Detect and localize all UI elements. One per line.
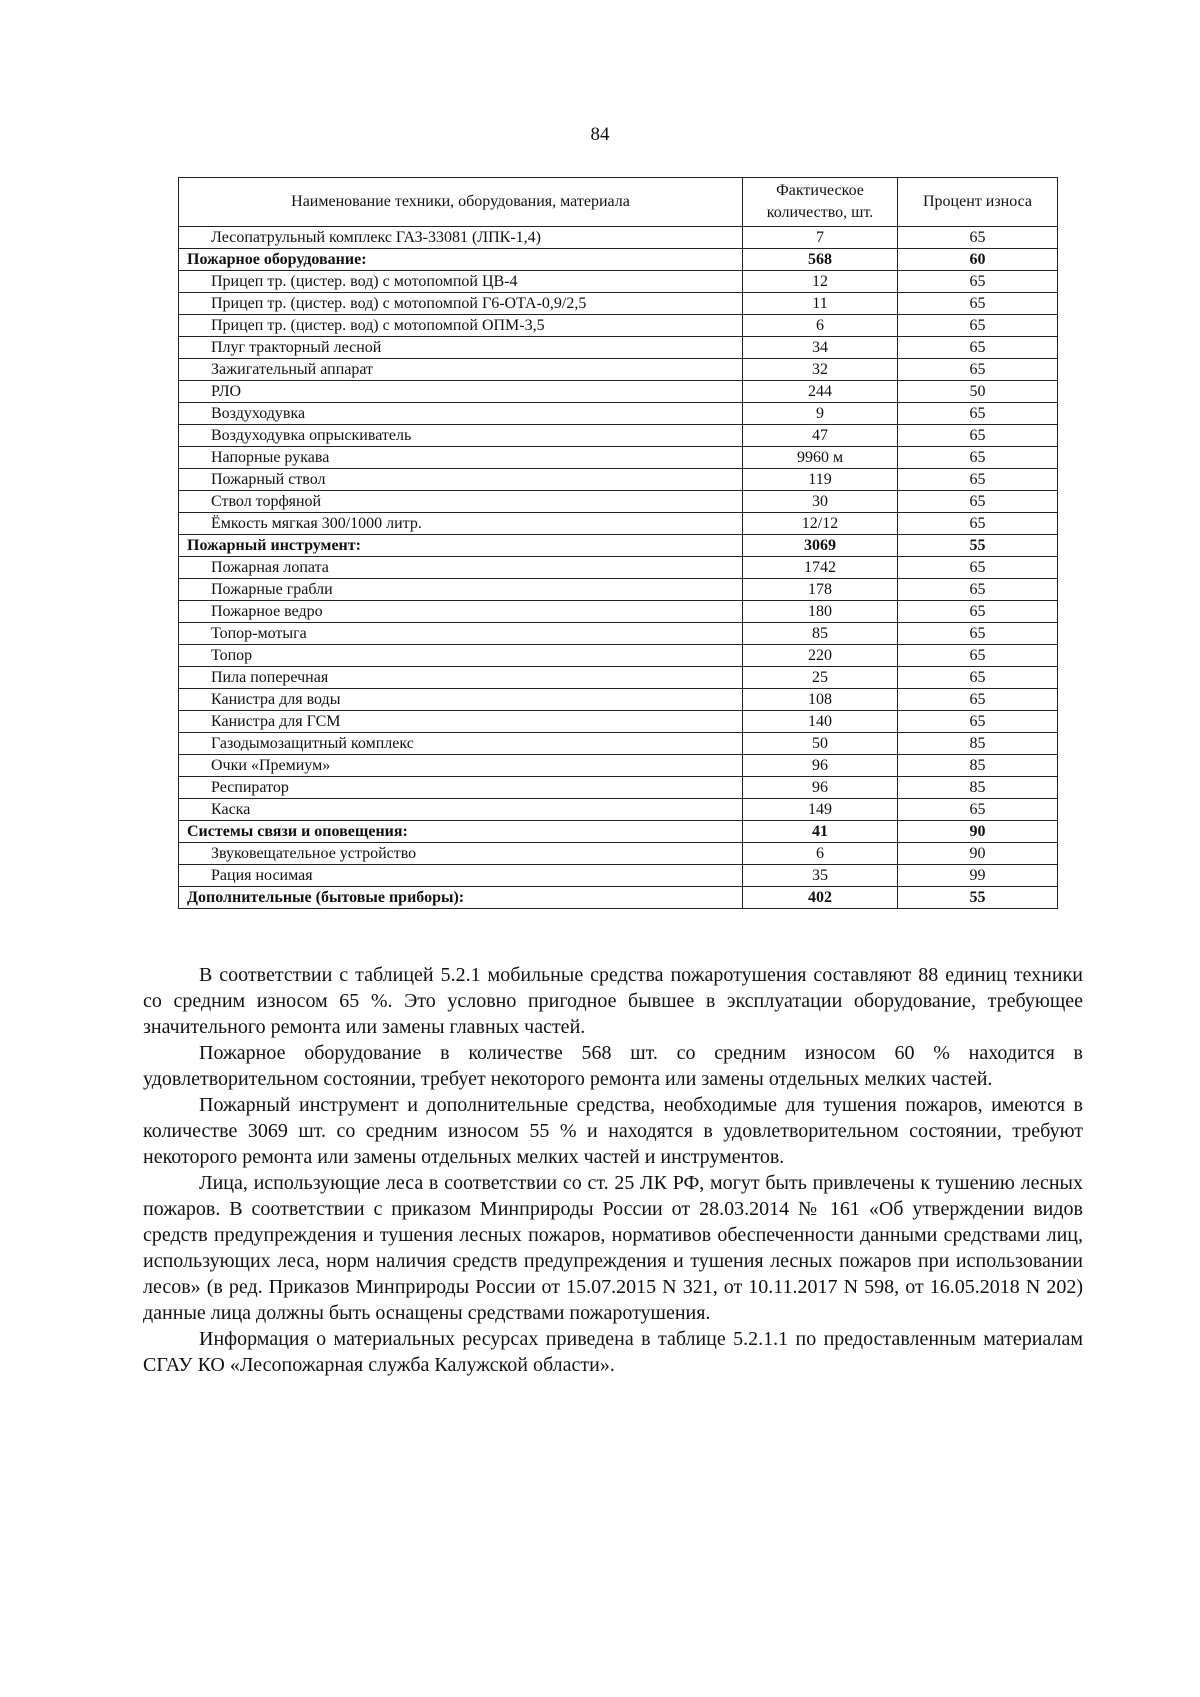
cell-name: Лесопатрульный комплекс ГАЗ-33081 (ЛПК-1,4) [179,227,743,249]
table-row [179,645,1058,667]
cell-wear: 65 [898,293,1058,315]
cell-name: Топор [179,645,743,667]
cell-name: Дополнительные (бытовые приборы): [179,887,743,909]
cell-wear: 90 [898,843,1058,865]
cell-quantity: 178 [743,579,898,601]
cell-quantity: 568 [743,249,898,271]
cell-quantity: 85 [743,623,898,645]
cell-wear: 55 [898,887,1058,909]
cell-name: Пила поперечная [179,667,743,689]
cell-name: Пожарное ведро [179,601,743,623]
cell-name: Воздуходувка опрыскиватель [179,425,743,447]
table-row [179,667,1058,689]
cell-wear: 60 [898,249,1058,271]
table-row [179,843,1058,865]
header-wear: Процент износа [898,178,1058,227]
cell-wear: 65 [898,645,1058,667]
table-row [179,579,1058,601]
table-row [179,799,1058,821]
table-row [179,777,1058,799]
cell-name: Очки «Премиум» [179,755,743,777]
cell-wear: 50 [898,381,1058,403]
table-section-row [179,249,1058,271]
table-row [179,689,1058,711]
cell-quantity: 11 [743,293,898,315]
table-row [179,755,1058,777]
cell-name: Прицеп тр. (цистер. вод) с мотопомпой ОПМ-3,5 [179,315,743,337]
table-body [179,227,1058,909]
cell-quantity: 402 [743,887,898,909]
cell-wear: 85 [898,733,1058,755]
cell-quantity: 25 [743,667,898,689]
cell-wear: 65 [898,667,1058,689]
cell-name: Газодымозащитный комплекс [179,733,743,755]
cell-name: Звуковещательное устройство [179,843,743,865]
cell-quantity: 180 [743,601,898,623]
table-row [179,557,1058,579]
cell-name: Пожарные грабли [179,579,743,601]
cell-wear: 65 [898,579,1058,601]
cell-name: Системы связи и оповещения: [179,821,743,843]
paragraph: Пожарное оборудование в количестве 568 шт. со средним износом 60 % находится в удовлетворительном состоянии, требует некоторого ремонта или замены отдельных мелких частей. [143,1042,1083,1090]
cell-wear: 65 [898,469,1058,491]
cell-wear: 65 [898,447,1058,469]
cell-name: Пожарное оборудование: [179,249,743,271]
cell-quantity: 149 [743,799,898,821]
table-row [179,381,1058,403]
table-row [179,865,1058,887]
cell-quantity: 41 [743,821,898,843]
cell-name: Прицеп тр. (цистер. вод) с мотопомпой ЦВ-4 [179,271,743,293]
cell-quantity: 50 [743,733,898,755]
table-row [179,337,1058,359]
cell-quantity: 12 [743,271,898,293]
paragraph: Пожарный инструмент и дополнительные средства, необходимые для тушения пожаров, имеются в количестве 3069 шт. со средним износом 55 % и находятся в удовлетворительном состоянии, требуют некоторого ремонта или замены отдельных мелких частей и инструментов. [143,1094,1083,1168]
cell-quantity: 32 [743,359,898,381]
table-row [179,513,1058,535]
table-row [179,623,1058,645]
cell-wear: 65 [898,513,1058,535]
paragraph: Лица, использующие леса в соответствии со ст. 25 ЛК РФ, могут быть привлечены к тушению лесных пожаров. В соответствии с приказом Минприроды России от 28.03.2014 № 161 «Об утверждении видов средств предупреждения и тушения лесных пожаров, нормативов обеспеченности данными средствами лиц, использующих леса, норм наличия средств предупреждения и тушения лесных пожаров при использовании лесов» (в ред. Приказов Минприроды России от 15.07.2015 N 321, от 10.11.2017 N 598, от 16.05.2018 N 202) данные лица должны быть оснащены средствами пожаротушения. [143,1172,1083,1324]
cell-wear: 65 [898,359,1058,381]
cell-quantity: 3069 [743,535,898,557]
cell-quantity: 12/12 [743,513,898,535]
table-row [179,711,1058,733]
table-row [179,733,1058,755]
table-section-row [179,821,1058,843]
cell-name: Ствол торфяной [179,491,743,513]
table-row [179,469,1058,491]
cell-wear: 85 [898,777,1058,799]
cell-wear: 55 [898,535,1058,557]
cell-wear: 65 [898,623,1058,645]
cell-quantity: 35 [743,865,898,887]
page-number: 84 [590,124,610,145]
cell-name: Рация носимая [179,865,743,887]
table-row [179,271,1058,293]
cell-name: Пожарный инструмент: [179,535,743,557]
cell-quantity: 47 [743,425,898,447]
paragraph: Информация о материальных ресурсах приведена в таблице 5.2.1.1 по предоставленным материалам СГАУ КО «Лесопожарная служба Калужской области». [143,1328,1083,1376]
cell-quantity: 220 [743,645,898,667]
header-name: Наименование техники, оборудования, материала [179,178,743,227]
cell-name: Напорные рукава [179,447,743,469]
cell-name: Воздуходувка [179,403,743,425]
cell-wear: 85 [898,755,1058,777]
cell-quantity: 30 [743,491,898,513]
body-text [143,962,1083,1378]
cell-wear: 65 [898,337,1058,359]
cell-quantity: 108 [743,689,898,711]
table-row [179,425,1058,447]
cell-quantity: 6 [743,843,898,865]
equipment-table [178,177,1058,909]
paragraph: В соответствии с таблицей 5.2.1 мобильные средства пожаротушения составляют 88 единиц техники со средним износом 65 %. Это условно пригодное бывшее в эксплуатации оборудование, требующее значительного ремонта или замены главных частей. [143,964,1083,1038]
cell-quantity: 6 [743,315,898,337]
cell-quantity: 140 [743,711,898,733]
table-section-row [179,535,1058,557]
cell-quantity: 96 [743,777,898,799]
cell-wear: 65 [898,557,1058,579]
cell-quantity: 9960 м [743,447,898,469]
cell-wear: 90 [898,821,1058,843]
cell-name: Пожарная лопата [179,557,743,579]
table-header-row [179,178,1058,227]
cell-wear: 65 [898,403,1058,425]
cell-name: Каска [179,799,743,821]
cell-wear: 65 [898,689,1058,711]
cell-name: Плуг тракторный лесной [179,337,743,359]
cell-wear: 65 [898,799,1058,821]
cell-quantity: 9 [743,403,898,425]
cell-wear: 99 [898,865,1058,887]
cell-quantity: 7 [743,227,898,249]
table-row [179,359,1058,381]
header-quantity: Фактическое количество, шт. [743,178,898,227]
cell-wear: 65 [898,601,1058,623]
table-row [179,227,1058,249]
cell-wear: 65 [898,227,1058,249]
table-section-row [179,887,1058,909]
cell-name: РЛО [179,381,743,403]
table-row [179,403,1058,425]
cell-wear: 65 [898,491,1058,513]
cell-wear: 65 [898,271,1058,293]
table-row [179,601,1058,623]
cell-name: Респиратор [179,777,743,799]
cell-wear: 65 [898,711,1058,733]
cell-quantity: 34 [743,337,898,359]
cell-quantity: 96 [743,755,898,777]
cell-name: Пожарный ствол [179,469,743,491]
cell-name: Топор-мотыга [179,623,743,645]
cell-name: Прицеп тр. (цистер. вод) с мотопомпой Г6-ОТА-0,9/2,5 [179,293,743,315]
cell-name: Зажигательный аппарат [179,359,743,381]
table-row [179,491,1058,513]
cell-name: Канистра для воды [179,689,743,711]
cell-quantity: 1742 [743,557,898,579]
cell-quantity: 119 [743,469,898,491]
cell-wear: 65 [898,425,1058,447]
cell-name: Ёмкость мягкая 300/1000 литр. [179,513,743,535]
cell-quantity: 244 [743,381,898,403]
table-row [179,293,1058,315]
cell-wear: 65 [898,315,1058,337]
table-row [179,447,1058,469]
cell-name: Канистра для ГСМ [179,711,743,733]
table-row [179,315,1058,337]
